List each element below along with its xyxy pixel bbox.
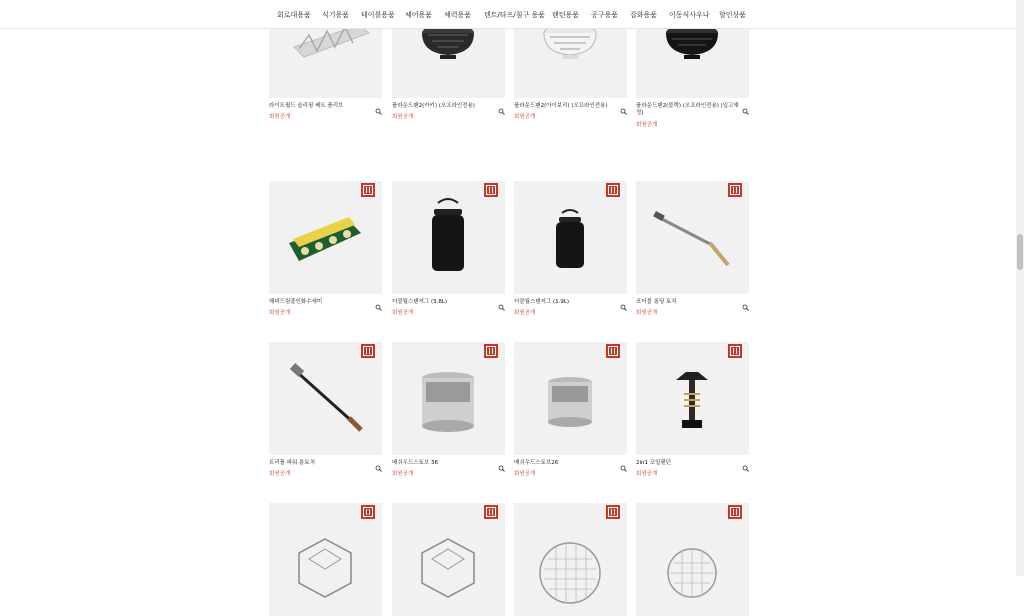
zoom-icon[interactable] bbox=[620, 296, 627, 303]
zoom-icon[interactable] bbox=[620, 457, 627, 464]
nav-item-2[interactable]: 식기용품 bbox=[322, 11, 350, 19]
brand-logo-icon bbox=[484, 183, 498, 197]
nav-item-7[interactable]: 랜턴용품 bbox=[552, 11, 580, 19]
nav-item-9[interactable]: 잡화용품 bbox=[630, 11, 658, 19]
nav-item-1[interactable]: 회로대용품 bbox=[277, 11, 311, 19]
zoom-icon[interactable] bbox=[742, 296, 749, 303]
product-price: 회원공개 bbox=[269, 471, 291, 477]
product-price: 회원공개 bbox=[514, 471, 536, 477]
nav-item-10[interactable]: 이동식사우나 bbox=[669, 11, 710, 19]
nav-item-8[interactable]: 공구용품 bbox=[591, 11, 619, 19]
product-image[interactable] bbox=[514, 503, 627, 616]
nav-item-5[interactable]: 체력용품 bbox=[444, 11, 472, 19]
product-name[interactable]: 헤피드림줄인화수세미 bbox=[269, 299, 323, 305]
product-name[interactable]: 더블월스탠저그 (1.9L) bbox=[514, 299, 570, 305]
zoom-icon[interactable] bbox=[498, 457, 505, 464]
product-price: 회원공개 bbox=[392, 471, 414, 477]
product-price: 회원공개 bbox=[636, 310, 658, 316]
product-name[interactable]: 플라운드팬2(블랙) (오프라인전용) (입고예정) bbox=[636, 103, 739, 116]
product-name[interactable]: 라이트윌드 슬리핑 쎄트 플리브 bbox=[269, 103, 344, 109]
nav-item-3[interactable]: 테이블용품 bbox=[361, 11, 395, 19]
product-price: 회원공개 bbox=[269, 114, 291, 120]
product-name[interactable]: 트리플 파워 롱토치 bbox=[269, 460, 316, 466]
product-price: 회원공개 bbox=[514, 310, 536, 316]
product-name[interactable]: 2in1 코일랜턴 bbox=[636, 460, 672, 466]
product-price: 회원공개 bbox=[392, 114, 414, 120]
brand-logo-icon bbox=[606, 344, 620, 358]
product-price: 회원공개 bbox=[636, 122, 658, 128]
brand-logo-icon bbox=[484, 505, 498, 519]
product-name[interactable]: 포터블 롱딩 토치 bbox=[636, 299, 677, 305]
nav-item-4[interactable]: 체어용품 bbox=[405, 11, 433, 19]
brand-logo-icon bbox=[728, 183, 742, 197]
zoom-icon[interactable] bbox=[375, 100, 382, 107]
brand-logo-icon bbox=[361, 505, 375, 519]
product-price: 회원공개 bbox=[392, 310, 414, 316]
brand-logo-icon bbox=[484, 344, 498, 358]
zoom-icon[interactable] bbox=[498, 296, 505, 303]
product-image[interactable] bbox=[269, 181, 382, 294]
product-image[interactable] bbox=[392, 181, 505, 294]
product-name[interactable]: 더블월스탠저그 (3.8L) bbox=[392, 299, 448, 305]
product-image[interactable] bbox=[636, 503, 749, 616]
product-image[interactable] bbox=[514, 181, 627, 294]
scrollbar[interactable] bbox=[1016, 0, 1024, 576]
scrollbar-thumb[interactable] bbox=[1017, 234, 1023, 270]
product-image[interactable] bbox=[269, 342, 382, 455]
product-image[interactable] bbox=[392, 503, 505, 616]
brand-logo-icon bbox=[728, 505, 742, 519]
product-image[interactable] bbox=[269, 503, 382, 616]
zoom-icon[interactable] bbox=[742, 100, 749, 107]
zoom-icon[interactable] bbox=[742, 457, 749, 464]
product-image[interactable] bbox=[392, 342, 505, 455]
brand-logo-icon bbox=[606, 183, 620, 197]
brand-logo-icon bbox=[361, 344, 375, 358]
product-name[interactable]: 플라운드팬2(아이보리) (오프라인전용) bbox=[514, 103, 608, 109]
product-price: 회원공개 bbox=[269, 310, 291, 316]
product-name[interactable]: 메쉬우드스토브26 bbox=[514, 460, 559, 466]
product-price: 회원공개 bbox=[514, 114, 536, 120]
brand-logo-icon bbox=[606, 505, 620, 519]
zoom-icon[interactable] bbox=[375, 296, 382, 303]
product-name[interactable]: 플라운드팬2(카키) (오프라인전용) bbox=[392, 103, 475, 109]
product-image[interactable] bbox=[636, 181, 749, 294]
product-image[interactable] bbox=[514, 342, 627, 455]
product-price: 회원공개 bbox=[636, 471, 658, 477]
brand-logo-icon bbox=[361, 183, 375, 197]
nav-item-6[interactable]: 텐트/타프/침구 용품 bbox=[484, 11, 546, 19]
zoom-icon[interactable] bbox=[620, 100, 627, 107]
brand-logo-icon bbox=[728, 344, 742, 358]
zoom-icon[interactable] bbox=[498, 100, 505, 107]
product-image[interactable] bbox=[636, 342, 749, 455]
top-navigation bbox=[0, 0, 1016, 29]
product-name[interactable]: 메쉬우드스토브 36 bbox=[392, 460, 438, 466]
zoom-icon[interactable] bbox=[375, 457, 382, 464]
nav-item-11[interactable]: 할인상품 bbox=[719, 11, 747, 19]
